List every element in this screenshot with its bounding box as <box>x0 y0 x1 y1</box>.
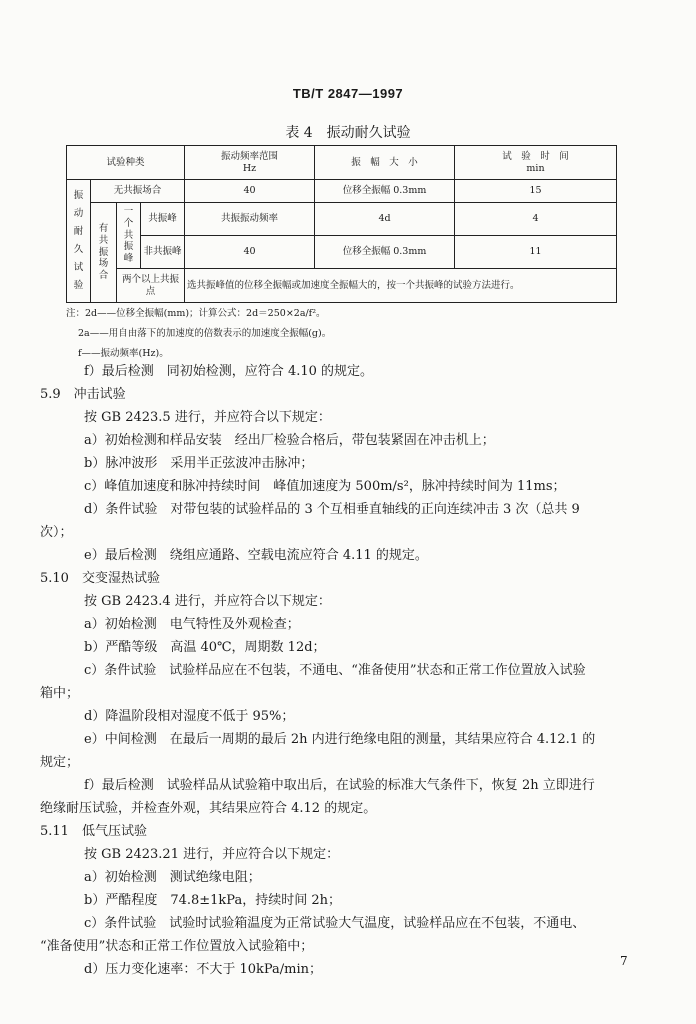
text-line: a）初始检测 测试绝缘电阻； <box>84 870 261 885</box>
row-no-resonance-time: 15 <box>455 180 617 203</box>
text-line: c）峰值加速度和脉冲持续时间 峰值加速度为 500m/s²，脉冲持续时间为 11ms； <box>84 479 566 494</box>
note-line: f——振动频率(Hz)。 <box>78 348 169 359</box>
row-multi-text: 选共振峰值的位移全振幅或加速度全振幅大的，按一个共振峰的试验方法进行。 <box>185 269 617 303</box>
row-nonpeak-amp: 位移全振幅 0.3mm <box>315 236 455 269</box>
one-peak-label: 一个共振峰 <box>117 203 141 269</box>
head-freq: 振动频率范围 Hz <box>185 146 315 180</box>
text-line: 规定； <box>40 755 80 770</box>
table-notes <box>66 304 331 364</box>
group-label: 振动耐久试验 <box>67 180 91 303</box>
text-line: f）最后检测 试验样品从试验箱中取出后，在试验的标准大气条件下，恢复 2h 立即进行 <box>84 778 595 793</box>
row-nonpeak-label: 非共振峰 <box>141 236 185 269</box>
row-peak-label: 共振峰 <box>141 203 185 236</box>
section-heading: 5.9 冲击试验 <box>40 387 126 402</box>
text-line: a）初始检测 电气特性及外观检查； <box>84 617 300 632</box>
table-caption: 表 4 振动耐久试验 <box>285 125 411 141</box>
note-line: 注：2d——位移全振幅(mm)；计算公式：2d＝250×2a/f²。 <box>66 308 326 319</box>
text-line: d）压力变化速率：不大于 10kPa/min； <box>84 962 323 977</box>
row-peak-amp: 4d <box>315 203 455 236</box>
text-line: b）脉冲波形 采用半正弦波冲击脉冲； <box>84 456 314 471</box>
text-line: f）最后检测 同初始检测，应符合 4.10 的规定。 <box>84 364 374 379</box>
text-line: 绝缘耐压试验，并检查外观，其结果应符合 4.12 的规定。 <box>40 801 377 816</box>
text-line: c）条件试验 试验样品应在不包装，不通电、“准备使用”状态和正常工作位置放入试验 <box>84 663 586 678</box>
text-line: e）中间检测 在最后一周期的最后 2h 内进行绝缘电阻的测量，其结果应符合 4.12.1 的 <box>84 732 596 747</box>
text-line: b）严酷程度 74.8±1kPa，持续时间 2h； <box>84 893 341 908</box>
text-line: d）条件试验 对带包装的试验样品的 3 个互相垂直轴线的正向连续冲击 3 次（总共 9 <box>84 502 580 517</box>
section-heading: 5.11 低气压试验 <box>40 824 147 839</box>
head-type: 试验种类 <box>67 146 185 180</box>
vibration-table <box>66 145 617 303</box>
text-line: d）降温阶段相对湿度不低于 95%； <box>84 709 295 724</box>
row-nonpeak-freq: 40 <box>185 236 315 269</box>
head-amp: 振 幅 大 小 <box>315 146 455 180</box>
text-line: 按 GB 2423.21 进行，并应符合以下规定： <box>84 847 340 862</box>
row-multi-label: 两个以上共振点 <box>117 269 185 303</box>
text-line: b）严酷等级 高温 40℃，周期数 12d； <box>84 640 326 655</box>
note-line: 2a——用自由落下的加速度的倍数表示的加速度全振幅(g)。 <box>78 328 332 339</box>
text-line: 按 GB 2423.4 进行，并应符合以下规定： <box>84 594 331 609</box>
row-no-resonance-amp: 位移全振幅 0.3mm <box>315 180 455 203</box>
text-line: 按 GB 2423.5 进行，并应符合以下规定： <box>84 410 331 425</box>
row-no-resonance-label: 无共振场合 <box>91 180 185 203</box>
row-peak-time: 4 <box>455 203 617 236</box>
text-line: “准备使用”状态和正常工作位置放入试验箱中； <box>40 939 314 954</box>
sub-label: 有共振场合 <box>91 203 117 303</box>
body-text <box>40 360 640 981</box>
head-time: 试 验 时 间 min <box>455 146 617 180</box>
section-heading: 5.10 交变湿热试验 <box>40 571 160 586</box>
row-peak-freq: 共振振动频率 <box>185 203 315 236</box>
row-nonpeak-time: 11 <box>455 236 617 269</box>
row-no-resonance-freq: 40 <box>185 180 315 203</box>
text-line: 次）； <box>40 525 73 540</box>
page-header: TB/T 2847—1997 <box>292 86 404 101</box>
text-line: e）最后检测 绕组应通路、空载电流应符合 4.11 的规定。 <box>84 548 428 563</box>
text-line: c）条件试验 试验时试验箱温度为正常试验大气温度，试验样品应在不包装，不通电、 <box>84 916 586 931</box>
text-line: a）初始检测和样品安装 经出厂检验合格后，带包装紧固在冲击机上； <box>84 433 495 448</box>
page-number: 7 <box>620 954 628 968</box>
text-line: 箱中； <box>40 686 80 701</box>
